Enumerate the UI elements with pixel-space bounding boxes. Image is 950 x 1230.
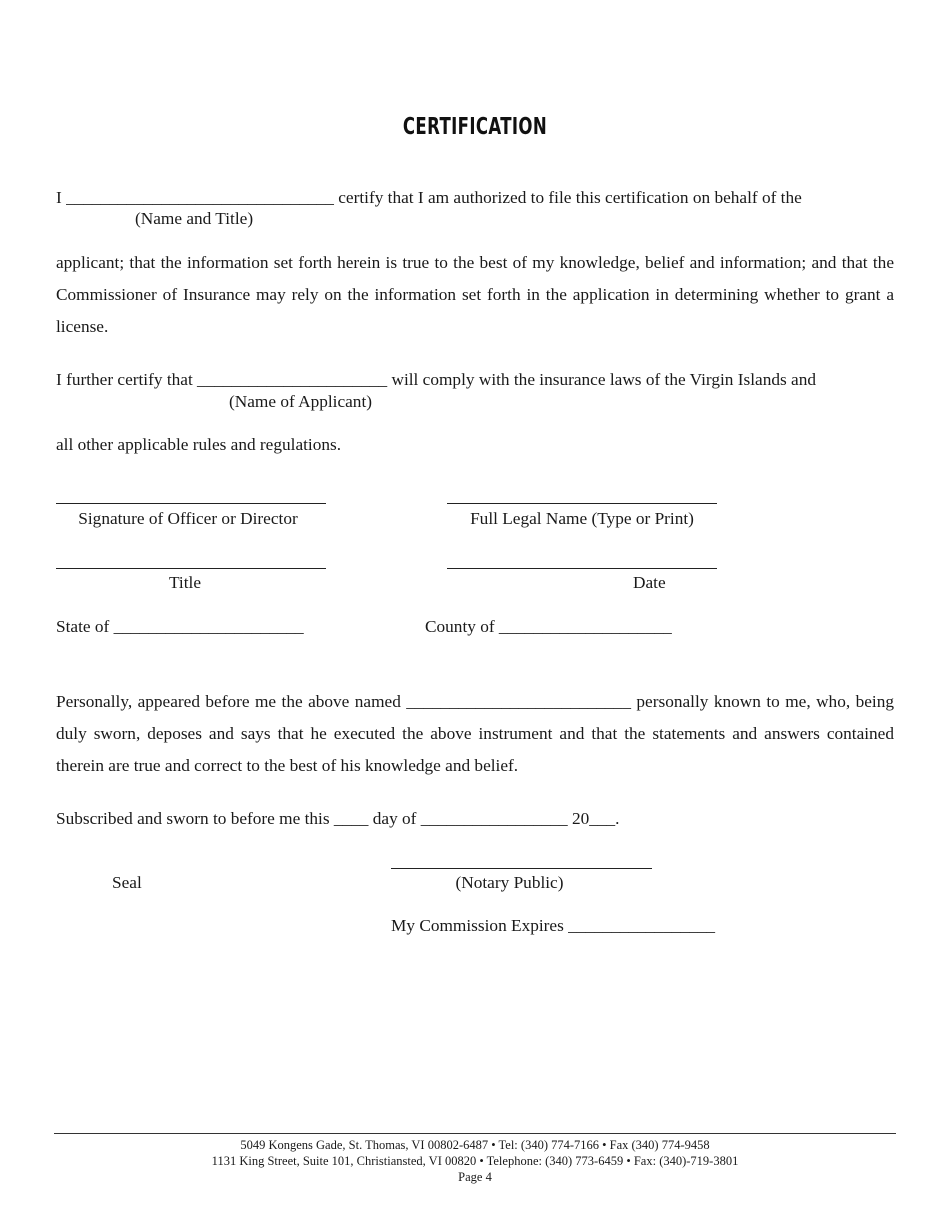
- county-field: County of ____________________: [425, 617, 672, 636]
- notary-label: (Notary Public): [455, 873, 564, 892]
- date-line[interactable]: [447, 568, 717, 569]
- commission-expires-line: My Commission Expires _________________: [391, 916, 716, 935]
- state-field: State of ______________________: [56, 617, 304, 636]
- notary-signature-line[interactable]: [391, 868, 652, 869]
- full-name-label: Full Legal Name (Type or Print): [470, 509, 694, 528]
- date-label: Date: [633, 573, 666, 592]
- certify-line: I _______________________________ certify that I am authorized to file this certification on behalf of the: [56, 188, 802, 207]
- title-label: Title: [168, 573, 202, 592]
- page-title: CERTIFICATION: [402, 114, 548, 140]
- signature-line[interactable]: [56, 503, 326, 504]
- signature-label: Signature of Officer or Director: [78, 509, 298, 528]
- footer-address-christiansted: 1131 King Street, Suite 101, Christiansted, VI 00820 • Telephone: (340) 773-6459 • Fax: (340)-719-3801: [211, 1154, 739, 1168]
- title-line[interactable]: [56, 568, 326, 569]
- full-name-line[interactable]: [447, 503, 717, 504]
- compliance-line: all other applicable rules and regulations.: [56, 435, 342, 454]
- footer-divider: [54, 1133, 896, 1134]
- seal-label: Seal: [112, 873, 142, 892]
- name-title-caption: (Name and Title): [135, 209, 254, 228]
- notary-paragraph: Personally, appeared before me the above named __________________________ personally known to me, who, being duly sworn, deposes and says that he executed the above instrument and that the statements and answers contained therein are true and correct to the best of his knowledge and belief.: [56, 692, 894, 775]
- applicant-caption: (Name of Applicant): [229, 392, 373, 411]
- subscribed-line: Subscribed and sworn to before me this ____ day of _________________ 20___.: [56, 809, 620, 828]
- page-number: Page 4: [458, 1170, 492, 1184]
- footer-address-st-thomas: 5049 Kongens Gade, St. Thomas, VI 00802-6487 • Tel: (340) 774-7166 • Fax (340) 774-9458: [240, 1138, 710, 1152]
- further-certify-line: I further certify that ______________________ will comply with the insurance laws of the Virgin Islands and: [56, 370, 816, 389]
- certification-paragraph: applicant; that the information set forth herein is true to the best of my knowledge, belief and information; and that the Commissioner of Insurance may rely on the information set forth in the application in determining whether to grant a license.: [56, 253, 894, 336]
